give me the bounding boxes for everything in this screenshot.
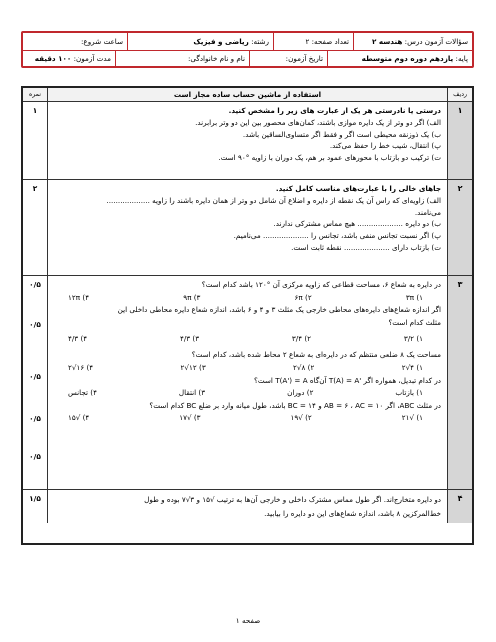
score-value: ۰/۵ [29, 280, 41, 289]
question-row-2 [23, 180, 472, 276]
grade-cell [328, 51, 472, 67]
score-value: ۰/۵ [29, 452, 41, 461]
start-time-cell [23, 33, 128, 50]
question-body [47, 102, 448, 179]
question-item: ب) دو دایره .................... هیچ مماس مشترکی ندارند. [273, 219, 441, 229]
mc-option: ۳) √۱۷ [179, 413, 201, 423]
mc-options [54, 292, 441, 305]
question-text: دو دایره متخارج‌اند. اگر طول مماس مشترک داخلی و خارجی آن‌ها به ترتیب √۱۵ و ۳√۷ بوده و طول [144, 495, 441, 504]
score-column-header: نمره [29, 91, 41, 98]
mc-option: ۴) ۱۲π [68, 292, 90, 302]
mc-stem: در کدام تبدیل، همواره اگر 'T(A) = A آن‌گاه T(A') = A است؟ [254, 375, 441, 385]
table-header [23, 88, 472, 102]
header-row-1 [23, 33, 472, 50]
mc-option: ۳) انتقال [178, 388, 206, 398]
question-number: ۳ [448, 276, 472, 489]
mc-options [54, 387, 441, 400]
mc-option: ۴) ۴/۳ [68, 334, 88, 344]
question-row-4 [23, 490, 472, 523]
mc-stem: در مثلث ABC، اگر AB = ۶ ، AC = ۱۰ و BC = ۱۴ باشد، طول میانه وارد بر ضلع BC کدام است؟ [149, 400, 441, 410]
exam-date-label: تاریخ آزمون: [285, 53, 323, 63]
score-value: ۰/۵ [29, 320, 41, 329]
student-name-label: نام و نام خانوادگی: [188, 53, 245, 63]
question-item: ت) ترکیب دو بازتاب با محورهای عمود بر هم، یک دوران با زاویه °۹۰ است. [218, 153, 441, 163]
mc-option: ۲) ۳/۴ [291, 334, 312, 344]
score-value: ۱ [32, 106, 38, 115]
question-body [47, 180, 448, 275]
field-label: رشته: [251, 36, 269, 46]
header-row-2 [23, 50, 472, 67]
subject-cell [354, 33, 472, 50]
grade-label: پایه: [455, 53, 468, 63]
mc-stem: اگر اندازه شعاع‌های دایره‌های محاطی خارجی یک مثلث ۳ و ۴ و ۶ باشد، اندازه شعاع دایره محاطی داخلی این [117, 305, 441, 315]
question-stem: جاهای خالی را با عبارت‌های مناسب کامل کنید. [275, 184, 441, 193]
score-value: ۰/۵ [29, 414, 41, 423]
mc-option: ۳) ۱۲√۲ [180, 362, 206, 372]
question-item: پ) انتقال، شیب خط را حفظ می‌کند. [329, 141, 441, 151]
score-value: ۲ [32, 184, 38, 193]
question-item: ت) بازتاب دارای .................... نقطه ثابت است. [291, 242, 441, 252]
mc-option: ۱) بازتاب [395, 388, 423, 398]
question-item: الف) اگر دو وتر از یک دایره موازی باشند، کمان‌های محصور بین این دو وتر برابرند. [195, 117, 441, 127]
field-value: ریاضی و فیزیک [193, 36, 249, 46]
grade-value: یازدهم دوره دوم متوسطه [361, 53, 454, 63]
question-row-1 [23, 102, 472, 180]
mc-option: ۱) ۴√۲ [401, 362, 423, 372]
questions-table [21, 86, 474, 545]
question-item: پ) اگر نسبت تجانس منفی باشد، تجانس را .................... می‌نامیم. [233, 231, 441, 241]
mc-stem: مثلث کدام است؟ [388, 317, 441, 327]
row-column-header: ردیف [453, 91, 467, 98]
table-title: استفاده از ماشین حساب ساده مجاز است [47, 88, 448, 101]
question-score [23, 490, 47, 523]
mc-stem: مساحت یک ۸ ضلعی منتظم که در دایره‌ای به شعاع ۲ محاط شده باشد، کدام است؟ [191, 350, 441, 360]
score-value: ۰/۵ [29, 372, 41, 381]
mc-option: ۲) ۶π [294, 292, 312, 302]
mc-options [54, 329, 441, 349]
student-name-cell [116, 51, 250, 67]
question-row-3 [23, 276, 472, 490]
question-number: ۲ [448, 180, 472, 275]
mc-options [54, 362, 441, 375]
question-score [23, 180, 47, 275]
mc-option: ۲) ۸√۲ [293, 362, 315, 372]
mc-option: ۴) ۱۶√۲ [68, 362, 94, 372]
page-footer: صفحه ۱ [235, 616, 261, 625]
question-stem: درستی یا نادرستی هر یک از عبارت های زیر را مشخص کنید. [228, 106, 441, 115]
subject-label: سؤالات آزمون درس: [404, 36, 468, 46]
mc-option: ۲) √۱۹ [290, 413, 312, 423]
score-value: ۱/۵ [29, 494, 41, 503]
mc-option: ۳) ۹π [183, 292, 201, 302]
question-score [23, 102, 47, 179]
question-item: الف) زاویه‌ای که راس آن یک نقطه از دایره و اضلاع آن شامل دو وتر از همان دایره باشند را زاویه ................... [106, 195, 441, 205]
mc-option: ۱) √۲۱ [401, 413, 423, 423]
question-body [47, 276, 448, 489]
exam-date-cell [250, 51, 328, 67]
pages-cell [274, 33, 354, 50]
question-number: ۴ [448, 490, 472, 523]
duration-label: مدت آزمون: [73, 53, 111, 63]
question-scores [23, 276, 47, 489]
start-time-label: ساعت شروع: [80, 36, 123, 46]
duration-cell [23, 51, 116, 67]
mc-option: ۱) ۳π [405, 292, 423, 302]
duration-value: ۱۰۰ دقیقه [34, 53, 72, 63]
question-item: می‌نامند. [414, 207, 441, 217]
question-body [47, 490, 448, 523]
question-text: خط‌المرکزین ۸ باشد، اندازه شعاع‌های این دو دایره را بیابید. [264, 509, 441, 518]
mc-option: ۳) ۴/۳ [179, 334, 200, 344]
mc-option: ۲) دوران [287, 388, 314, 398]
mc-option: ۴) √۱۵ [68, 413, 90, 423]
question-number: ۱ [448, 102, 472, 179]
page-count: تعداد صفحه: ۲ [305, 36, 349, 46]
field-cell [128, 33, 274, 50]
mc-options [54, 412, 441, 425]
mc-stem: در دایره به شعاع ۶، مساحت قطاعی که زاویه مرکزی آن °۱۲۰ باشد کدام است؟ [201, 280, 441, 289]
subject-value: هندسه ۲ [371, 36, 403, 46]
mc-option: ۴) تجانس [68, 388, 97, 398]
question-item: ب) یک ذوزنقه محیطی است اگر و فقط اگر متساوی‌الساقین باشد. [242, 129, 441, 139]
exam-header [21, 31, 474, 68]
mc-option: ۱) ۳/۲ [403, 334, 423, 344]
